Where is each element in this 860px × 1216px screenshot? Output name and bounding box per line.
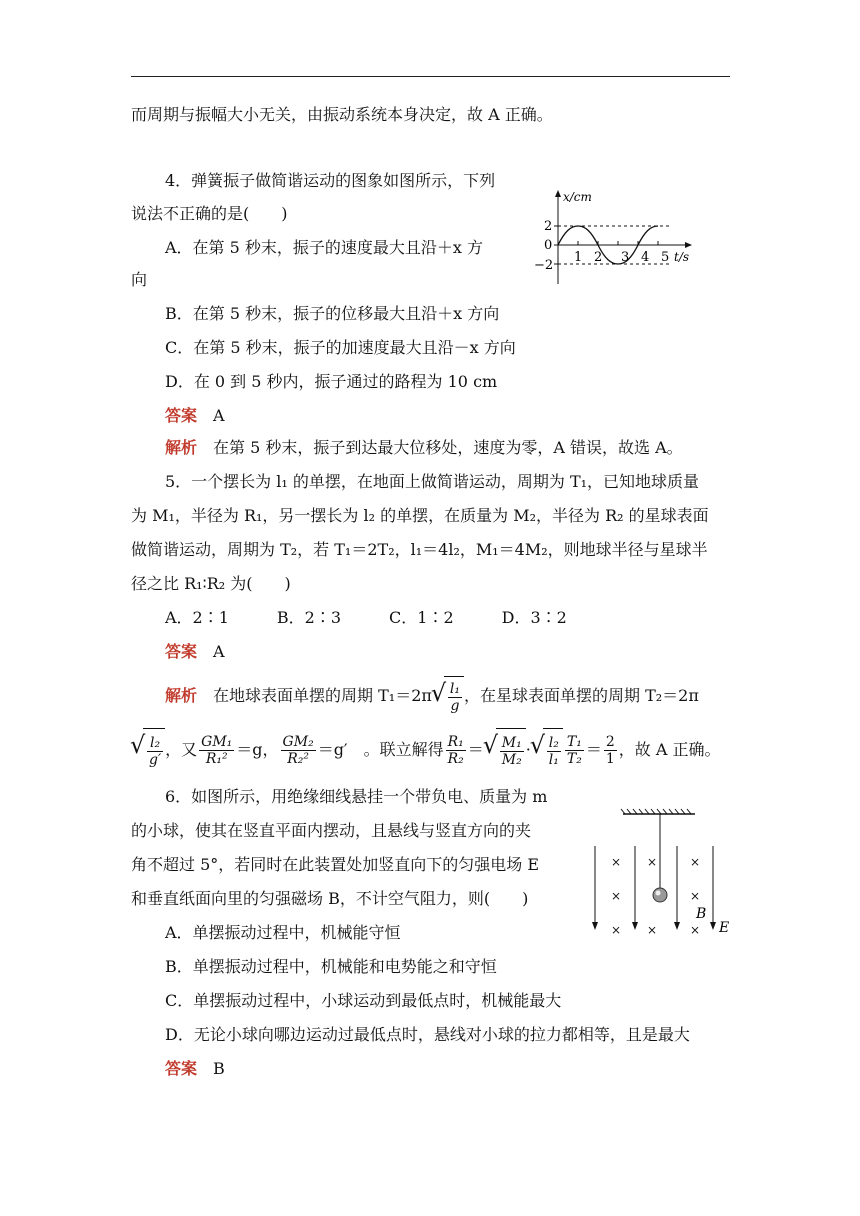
- q6-answer: [165, 1058, 225, 1080]
- answer-value: A: [213, 406, 225, 425]
- analysis-text: ·: [525, 740, 531, 759]
- frac-gm1-r1: [199, 734, 234, 767]
- frac-den: T₂: [566, 751, 582, 767]
- graph-x-label: t/s: [674, 250, 690, 264]
- graph-y-label: x/cm: [563, 190, 592, 204]
- frac-den: g′: [149, 752, 162, 768]
- analysis-text: ＝: [585, 740, 602, 759]
- analysis-text: ，在星球表面单摆的周期 T₂＝2π: [464, 686, 699, 705]
- b-field-cross-icon: ×: [611, 923, 622, 937]
- frac-den: R₂²: [287, 751, 309, 767]
- frac-num: √ l₂: [548, 735, 559, 751]
- q5-options: A．2∶1 B．2∶3 C．1∶2 D．3∶2: [165, 608, 567, 627]
- e-field-label: E: [719, 920, 730, 936]
- q5-stem-line4: 径之比 R₁∶R₂ 为( ): [131, 574, 291, 593]
- b-field-cross-icon: ×: [647, 923, 658, 937]
- q5-stem-line1: 5．一个摆长为 l₁ 的单摆，在地面上做简谐运动，周期为 T₁，已知地球质量: [165, 472, 700, 491]
- q5-answer: [165, 641, 225, 663]
- frac-t1-t2: [565, 734, 584, 767]
- frac-num: T₁: [566, 734, 582, 750]
- b-field-cross-icon: ×: [611, 855, 622, 869]
- graph-ytick-0: 0: [544, 238, 553, 253]
- q4-option-d: D．在 0 到 5 秒内，振子通过的路程为 10 cm: [165, 372, 498, 391]
- frac-num: √ l₂: [147, 735, 163, 752]
- frac-den: M₂: [501, 752, 522, 768]
- analysis-text: 在第 5 秒末，振子到达最大位移处，速度为零，A 错误，故选 A。: [213, 438, 683, 457]
- b-field-cross-icon: ×: [690, 855, 701, 869]
- q6-option-c: C．单摆振动过程中，小球运动到最低点时，机械能最大: [165, 991, 562, 1010]
- prev-answer-line: 而周期与振幅大小无关，由振动系统本身决定，故 A 正确。: [131, 105, 553, 124]
- frac-den: 1: [605, 751, 615, 767]
- b-field-cross-icon: ×: [690, 923, 701, 937]
- q6-option-b: B．单摆振动过程中，机械能和电势能之和守恒: [165, 957, 497, 976]
- sqrt-m1-m2: [496, 728, 526, 773]
- q6-stem-line4: 和垂直纸面向里的匀强磁场 B，不计空气阻力，则( ): [131, 889, 529, 908]
- frac-den: R₂: [447, 751, 464, 767]
- q5-stem-line3: 做简谐运动，周期为 T₂，若 T₁＝2T₂，l₁＝4l₂，M₁＝4M₂，则地球半径与星球半: [131, 540, 708, 559]
- frac-r1-r2: [446, 734, 466, 767]
- answer-label: 答案: [165, 642, 198, 661]
- q6-stem-line1: 6．如图所示，用绝缘细线悬挂一个带负电、质量为 m: [165, 787, 548, 806]
- analysis-label: 解析: [165, 686, 198, 705]
- frac-den: R₁²: [205, 751, 228, 767]
- q4-oscillation-graph: [530, 186, 700, 286]
- q6-stem-line2: 的小球，使其在竖直平面内摆动，且悬线与竖直方向的夹: [131, 821, 532, 840]
- q5-analysis-line2: [131, 728, 721, 773]
- frac-den: l₁: [548, 752, 559, 768]
- q4-answer: [165, 405, 225, 427]
- frac-2-1: [604, 734, 617, 767]
- frac-num: 2: [605, 734, 615, 750]
- frac-num: GM₂: [282, 734, 314, 750]
- answer-value: B: [213, 1059, 225, 1078]
- frac-num: R₁: [447, 734, 464, 750]
- frac-num: √ l₁: [449, 681, 460, 697]
- q4-stem-line1: 4．弹簧振子做简谐运动的图象如图所示，下列: [165, 171, 496, 190]
- q4-analysis: [165, 437, 683, 459]
- q4-option-a-cont: 向: [131, 270, 148, 289]
- b-field-cross-icon: ×: [647, 855, 658, 869]
- sqrt-l2-l1: [543, 728, 563, 773]
- answer-label: 答案: [165, 1059, 198, 1078]
- q6-stem-line3: 角不超过 5°，若同时在此装置处加竖直向下的匀强电场 E: [131, 855, 540, 874]
- sqrt-l2-over-gp: [143, 728, 165, 773]
- q5-stem-line2: 为 M₁，半径为 R₁，另一摆长为 l₂ 的单摆，在质量为 M₂，半径为 R₂ 的星球表面: [131, 506, 709, 525]
- analysis-text: ，又: [165, 740, 198, 759]
- header-rule: [131, 76, 730, 77]
- q4-option-a: A．在第 5 秒末，振子的速度最大且沿＋x 方: [165, 238, 484, 257]
- analysis-label: 解析: [165, 438, 198, 457]
- q6-pendulum-figure: [585, 806, 735, 938]
- graph-xtick-3: 3: [621, 250, 630, 265]
- q4-stem-line2: 说法不正确的是( ): [131, 204, 288, 223]
- answer-label: 答案: [165, 406, 198, 425]
- graph-xtick-1: 1: [574, 250, 583, 265]
- b-field-cross-icon: ×: [611, 889, 622, 903]
- frac-num: GM₁: [201, 734, 233, 750]
- q4-option-c: C．在第 5 秒末，振子的加速度最大且沿－x 方向: [165, 338, 516, 357]
- b-field-label: B: [696, 906, 707, 922]
- analysis-text: ＝: [467, 740, 484, 759]
- frac-gm2-r2: [281, 734, 316, 767]
- analysis-text: ＝g′ 。联立解得: [317, 740, 444, 759]
- q6-option-a: A．单摆振动过程中，机械能守恒: [165, 923, 401, 942]
- answer-value: A: [213, 642, 225, 661]
- graph-xtick-4: 4: [641, 250, 650, 265]
- frac-den: g: [450, 698, 460, 714]
- graph-xtick-2: 2: [594, 250, 603, 265]
- sqrt-l1-over-g: [444, 676, 464, 717]
- q6-option-d: D．无论小球向哪边运动过最低点时，悬线对小球的拉力都相等，且是最大: [165, 1025, 690, 1044]
- analysis-text: 在地球表面单摆的周期 T₁＝2π: [213, 686, 432, 705]
- analysis-text: ＝g，: [236, 740, 279, 759]
- q4-option-b: B．在第 5 秒末，振子的位移最大且沿＋x 方向: [165, 304, 500, 323]
- graph-xtick-5: 5: [661, 250, 670, 265]
- frac-num: √ M₁: [501, 735, 522, 751]
- graph-ytick-neg2: −2: [534, 258, 554, 273]
- b-field-cross-icon: ×: [690, 889, 701, 903]
- q5-analysis-line1: [165, 676, 699, 717]
- graph-ytick-2: 2: [544, 219, 553, 234]
- analysis-text: ，故 A 正确。: [618, 740, 721, 759]
